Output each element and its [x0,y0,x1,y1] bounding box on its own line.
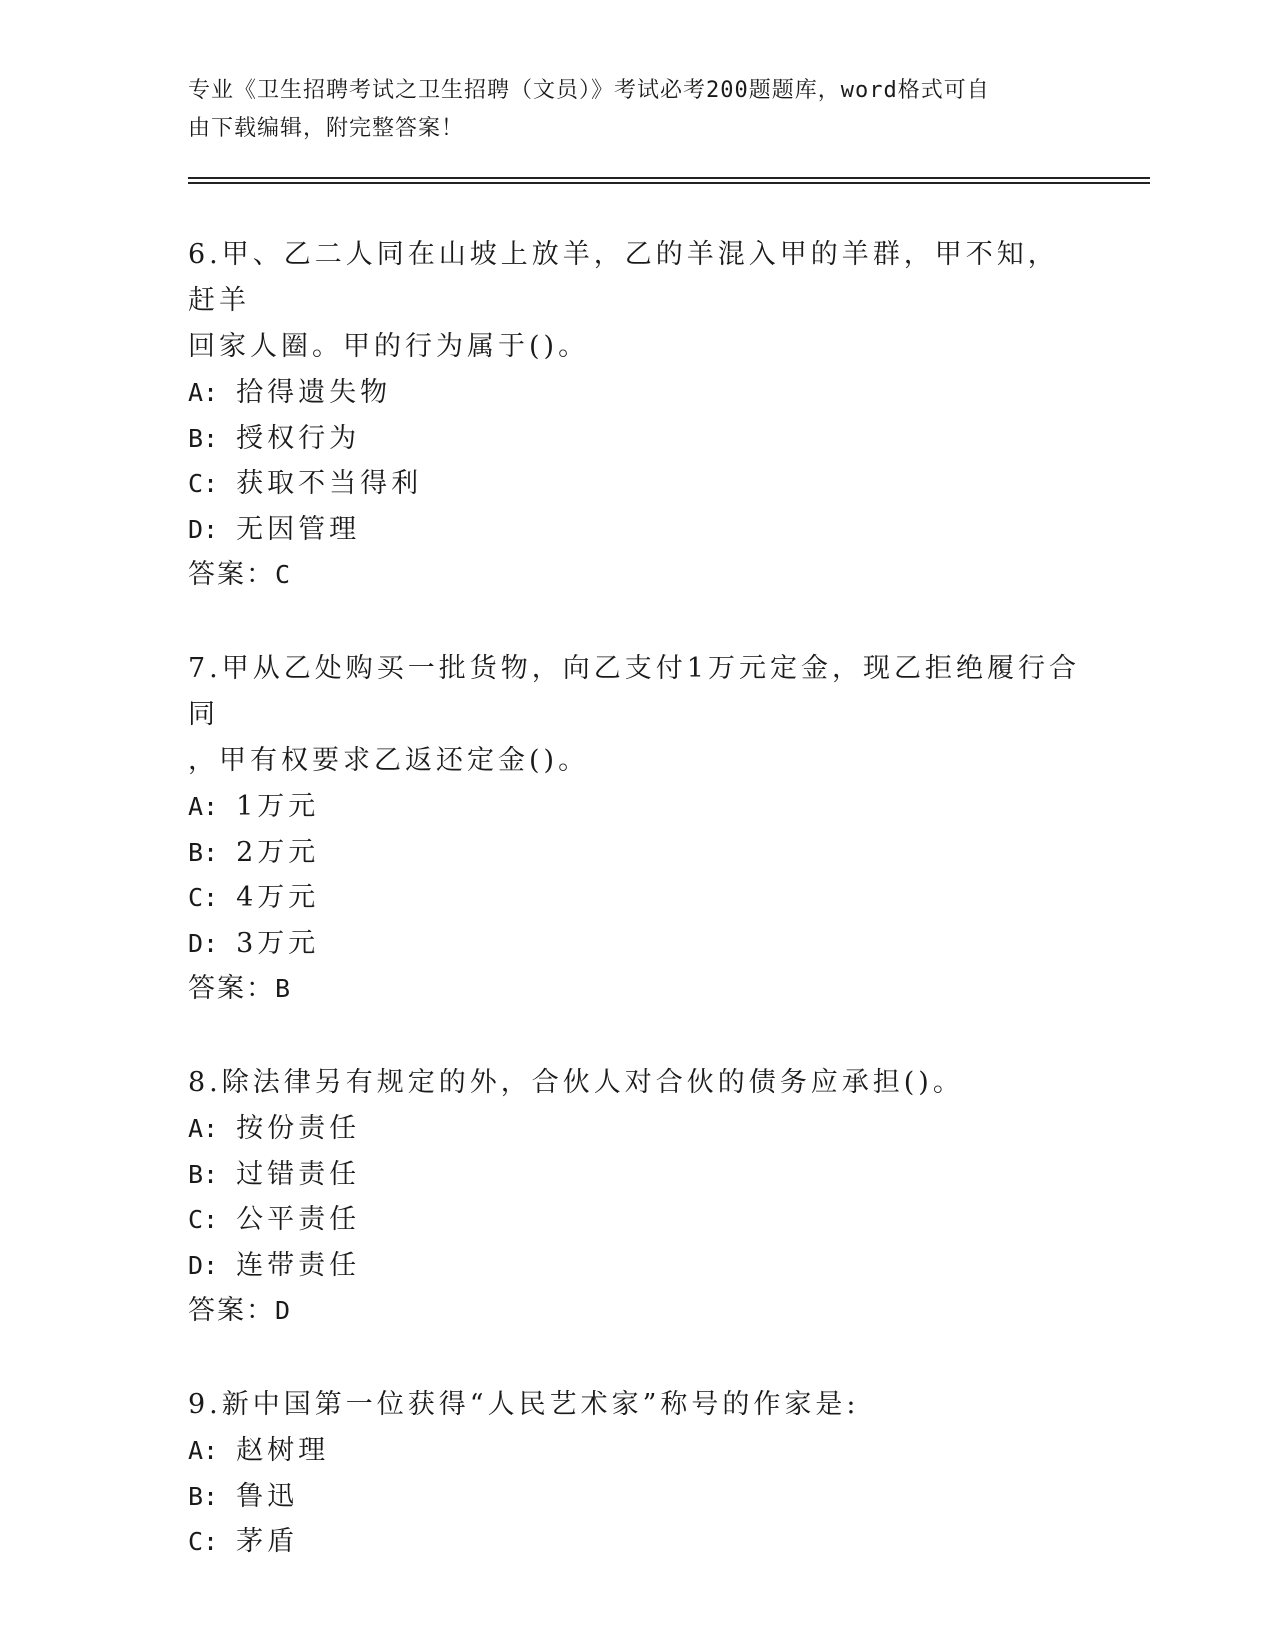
option-letter: D: [188,928,219,958]
answer-line [188,1288,1088,1334]
answer-value: B [275,974,293,1003]
option-letter: B: [188,837,219,867]
question-6 [188,232,1088,598]
option-c [188,461,1088,507]
answer-line [188,552,1088,598]
option-letter: C: [188,883,219,912]
option-text: 授权行为 [236,422,361,454]
option-text: 2万元 [236,836,320,868]
option-b [188,830,1088,876]
option-a [188,784,1088,830]
option-letter: B: [188,423,219,453]
answer-value: C [275,560,293,589]
option-letter: C: [188,1205,219,1234]
question-text-line-2: 回家人圈。甲的行为属于()。 [188,331,590,362]
answer-label: 答案： [188,559,275,590]
answer-value: D [275,1296,293,1325]
option-letter: A: [188,1114,219,1143]
header-rule-bottom [188,182,1150,184]
option-text: 赵树理 [236,1435,330,1466]
question-8 [188,1060,1088,1334]
option-c [188,1519,1088,1565]
option-letter: B: [188,1159,219,1189]
option-text: 无因管理 [236,513,361,545]
option-b [188,416,1088,462]
header-line-1: 专业《卫生招聘考试之卫生招聘（文员）》考试必考200题题库，word格式可自 [188,78,990,103]
option-text: 按份责任 [236,1113,361,1144]
option-text: 过错责任 [236,1158,361,1190]
option-d [188,921,1088,967]
option-a [188,370,1088,416]
question-7 [188,646,1088,1012]
option-letter: A: [188,1436,219,1465]
option-text: 1万元 [236,791,320,822]
option-text: 鲁迅 [236,1480,299,1512]
question-list [188,232,1088,1565]
option-a [188,1106,1088,1152]
option-letter: A: [188,378,219,407]
option-d [188,507,1088,553]
option-letter: B: [188,1481,219,1511]
option-c [188,875,1088,921]
option-letter: A: [188,792,219,821]
answer-label: 答案： [188,1295,275,1326]
question-text-line-1: 7.甲从乙处购买一批货物，向乙支付1万元定金，现乙拒绝履行合同 [188,653,1080,730]
option-a [188,1428,1088,1474]
document-header [188,72,1068,148]
option-text: 连带责任 [236,1249,361,1281]
answer-label: 答案： [188,973,275,1004]
option-letter: C: [188,1527,219,1556]
option-text: 4万元 [236,882,320,913]
option-b [188,1474,1088,1520]
header-rule-top [188,177,1150,179]
option-letter: D: [188,514,219,544]
header-line-2: 由下载编辑，附完整答案！ [188,116,465,141]
option-text: 获取不当得利 [236,468,423,499]
answer-line [188,966,1088,1012]
option-c [188,1197,1088,1243]
option-letter: D: [188,1250,219,1280]
question-text-line-2: ，甲有权要求乙返还定金()。 [188,745,590,776]
question-9 [188,1382,1088,1565]
question-text-line-1: 6.甲、乙二人同在山坡上放羊，乙的羊混入甲的羊群，甲不知，赶羊 [188,239,1059,316]
option-d [188,1243,1088,1289]
option-b [188,1152,1088,1198]
option-text: 公平责任 [236,1204,361,1235]
question-text-line-1: 8.除法律另有规定的外，合伙人对合伙的债务应承担()。 [188,1067,964,1098]
option-text: 3万元 [236,927,320,959]
question-text-line-1: 9.新中国第一位获得“人民艺术家”称号的作家是: [188,1389,860,1420]
option-text: 拾得遗失物 [236,377,392,408]
option-text: 茅盾 [236,1526,299,1557]
option-letter: C: [188,469,219,498]
